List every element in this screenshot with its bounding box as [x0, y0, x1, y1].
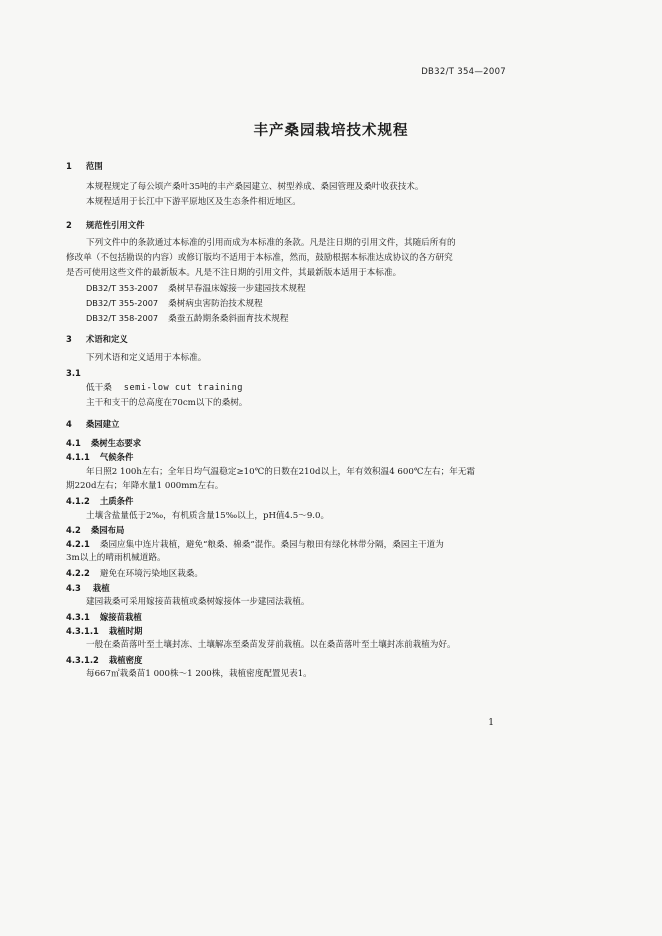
paragraph-line: 一般在桑苗落叶至土壤封冻、土壤解冻至桑苗发芽前栽植。以在桑苗落叶至土壤封冻前栽植为好。 [86, 640, 456, 650]
paragraph: 本规程适用于长江中下游平原地区及生态条件相近地区。 [86, 197, 301, 207]
document-title: 丰产桑园栽培技术规程 [253, 123, 409, 139]
subsection-heading: 4.1 桑树生态要求 [66, 438, 142, 448]
subsection-heading: 4.1.1 气候条件 [66, 452, 134, 462]
section-4-heading [66, 419, 119, 430]
paragraph: 下列术语和定义适用于本标准。 [86, 353, 207, 363]
term-number: 3.1 [66, 368, 81, 378]
section-number: 4 [66, 419, 72, 429]
section-number: 1 [66, 161, 72, 171]
clause-line: 4.2.1 桑园应集中连片栽植，避免“粮桑、棉桑”混作。桑园与粮田有绿化林带分隔，桑园主干道为 [66, 539, 444, 550]
section-2-heading [66, 220, 144, 231]
reference-code: DB32/T 353-2007 [86, 283, 159, 293]
term-english: semi-low cut training [123, 383, 243, 393]
reference-title: 桑蚕五龄期条桑斜面育技术规程 [168, 314, 289, 324]
subsection-heading: 4.1.2 土质条件 [66, 496, 134, 506]
paragraph-line: 是否可使用这些文件的最新版本。凡是不注日期的引用文件，其最新版本适用于本标准。 [66, 268, 402, 278]
section-title: 范围 [85, 161, 103, 171]
section-title: 桑园建立 [85, 419, 120, 429]
section-3-heading [66, 334, 128, 345]
subsection-heading: 4.2 桑园布局 [66, 525, 125, 535]
section-title: 术语和定义 [85, 334, 128, 344]
subsection-heading: 4.3.1.1 栽植时期 [66, 626, 143, 636]
paragraph: 本规程规定了每公顷产桑叶35吨的丰产桑园建立、树型养成、桑园管理及桑叶收获技术。 [86, 182, 424, 192]
reference-title: 桑树早春温床嫁接一步建园技术规程 [168, 284, 306, 294]
paragraph-line: 土壤含盐量低于2‰，有机质含量15‰以上，pH值4.5～9.0。 [86, 511, 330, 521]
paragraph-line: 3m以上的晴雨机械道路。 [66, 553, 166, 563]
section-number: 2 [66, 220, 72, 230]
paragraph-line: 每667㎡栽桑苗1 000株～1 200株，栽植密度配置见表1。 [86, 669, 312, 679]
clause-line: 4.2.2 避免在环境污染地区栽桑。 [66, 568, 203, 579]
section-title: 规范性引用文件 [85, 220, 145, 230]
standard-code: DB32/T 354—2007 [421, 67, 506, 77]
page-number: 1 [488, 718, 494, 728]
reference-item [86, 298, 263, 310]
subsection-heading: 4.3.1 嫁接苗栽植 [66, 612, 142, 622]
reference-item [86, 313, 288, 325]
section-1-heading [66, 161, 103, 172]
term-entry [86, 383, 243, 394]
term-definition: 主干和支干的总高度在70cm以下的桑树。 [86, 398, 248, 408]
paragraph-line: 建园栽桑可采用嫁接苗栽植或桑树嫁接体一步建园法栽植。 [86, 597, 310, 607]
subsection-heading: 4.3.1.2 栽植密度 [66, 655, 143, 665]
section-number: 3 [66, 334, 72, 344]
paragraph-line: 下列文件中的条款通过本标准的引用而成为本标准的条款。凡是注日期的引用文件，其随后所有的 [86, 238, 456, 248]
paragraph-line: 期220d左右；年降水量1 000mm左右。 [66, 481, 224, 491]
paragraph-line: 年日照2 100h左右；全年日均气温稳定≥10℃的日数在210d以上，年有效积温4 600℃左右；年无霜 [86, 467, 476, 477]
reference-title: 桑树病虫害防治技术规程 [168, 299, 263, 309]
subsection-heading: 4.3 栽植 [66, 583, 110, 593]
term-chinese: 低干桑 [86, 383, 112, 393]
reference-code: DB32/T 358-2007 [86, 313, 159, 323]
reference-item [86, 283, 306, 295]
reference-code: DB32/T 355-2007 [86, 298, 159, 308]
paragraph-line: 修改单（不包括勘误的内容）或修订版均不适用于本标准，然而，鼓励根据本标准达成协议的各方研究 [66, 253, 453, 263]
